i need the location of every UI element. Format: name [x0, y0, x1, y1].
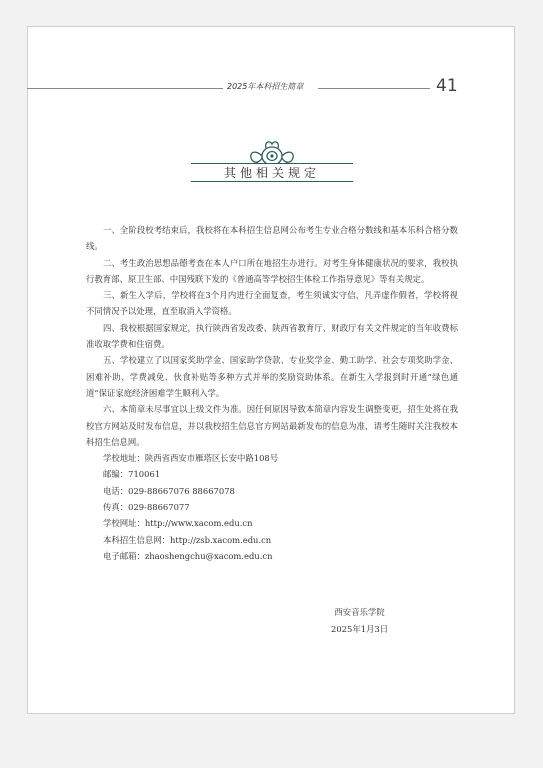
signature-date: 2025年1月3日 — [331, 623, 389, 634]
contact-admission-site: 本科招生信息网：http://zsb.xacom.edu.cn — [103, 534, 272, 545]
contact-fax: 传真：029-88667077 — [103, 502, 190, 513]
contact-email: 电子邮箱：zhaoshengchu@xacom.edu.cn — [103, 550, 273, 561]
paragraph-4: 四、我校根据国家规定，执行陕西省发改委、陕西省教育厅、财政厅有关文件规定的当年收费标准收取学费和住宿费。 — [86, 322, 458, 350]
signature-block — [331, 604, 388, 637]
regulations-body — [86, 222, 458, 564]
contact-website: 学校网址：http://www.xacom.edu.cn — [103, 518, 253, 529]
header-rule-right — [318, 88, 430, 89]
header-title: 2025年本科招生简章 — [227, 82, 304, 91]
paragraph-5: 五、学校建立了以国家奖助学金、国家助学贷款、专业奖学金、勤工助学、社会专项奖助学金、困难补助、学费减免、伙食补贴等多种方式并举的奖励资助体系。在新生入学报到时开通“绿色通道”保证家庭经济困难学生顺利入学。 — [86, 355, 458, 398]
contact-postcode: 邮编：710061 — [103, 469, 161, 480]
paragraph-1: 一、全阶段校考结束后，我校将在本科招生信息网公布考生专业合格分数线和基本乐科合格分数线。 — [86, 225, 458, 252]
paragraph-6: 六、本简章未尽事宜以上级文件为准。因任何原因导致本简章内容发生调整变更，招生处将在我校官方网站及时发布信息，并以我校招生信息官方网站最新发布的信息为准，请考生随时关注我校本科招生信息网。 — [86, 404, 458, 447]
contact-address: 学校地址：陕西省西安市雁塔区长安中路108号 — [103, 453, 279, 464]
signature-org: 西安音乐学院 — [334, 607, 385, 617]
header-rule-left — [27, 88, 223, 89]
paragraph-2: 二、考生政治思想品德考查在本人户口所在地招生办进行。对考生身体健康状况的要求，我校执行教育部、原卫生部、中国残联下发的《普通高等学校招生体检工作指导意见》等有关规定。 — [86, 257, 458, 284]
paragraph-3: 三、新生入学后，学校将在3个月内进行全面复查，考生须诚实守信，凡弄虚作假者，学校将视不同情况予以处理，直至取消入学资格。 — [86, 290, 458, 317]
contact-phone: 电话：029-88667076 88667078 — [103, 485, 235, 496]
section-title: 其他相关规定 — [223, 166, 320, 180]
page-number: 41 — [436, 76, 458, 96]
contact-info — [86, 450, 458, 564]
